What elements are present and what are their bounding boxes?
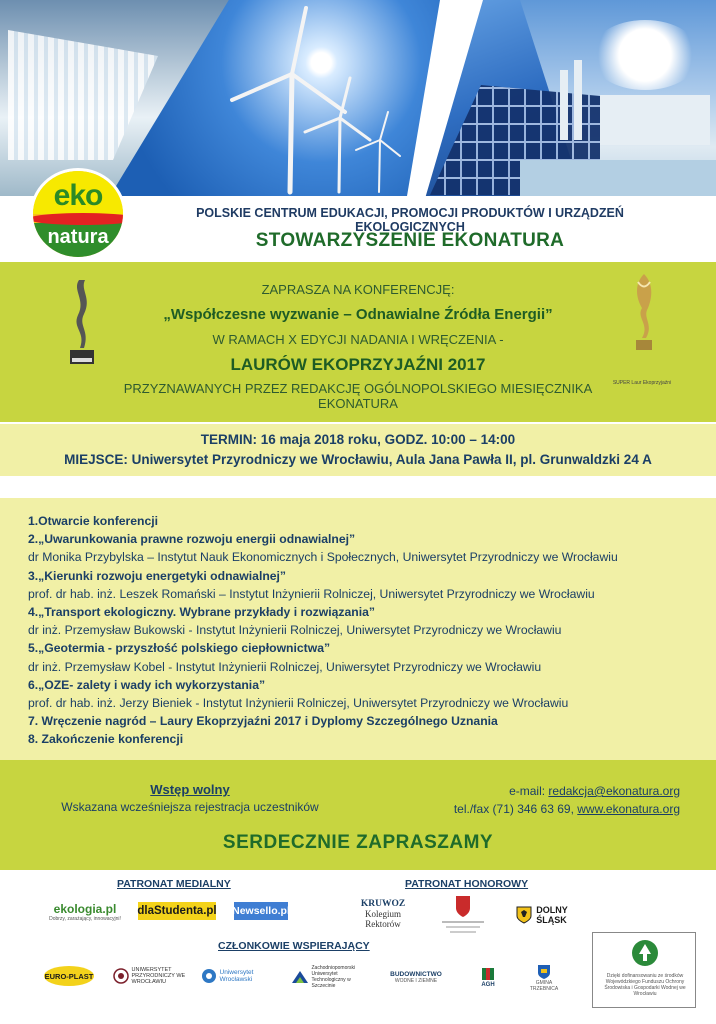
up-wroclaw-logo: UNIWERSYTET PRZYRODNICZY WE WROCŁAWIU bbox=[112, 962, 186, 990]
newsello-logo: Newsello.pl bbox=[234, 902, 288, 920]
email-line: e-mail: redakcja@ekonatura.org bbox=[509, 784, 680, 798]
sponsor-text: Dzięki dofinansowaniu ze środków Wojewódzkiego Funduszu Ochrony Środowiska i Gospodarki Wodnej we Wrocławiu bbox=[604, 973, 686, 997]
photo-banner bbox=[0, 0, 716, 196]
conference-title: „Współczesne wyzwanie – Odnawialne Źródła Energii” bbox=[163, 306, 553, 323]
free-entry: Wstęp wolny bbox=[150, 782, 230, 797]
dolny-slask-eagle-icon bbox=[516, 906, 532, 924]
zut-szczecin-logo: Zachodniopomorski Uniwersytet Technologiczny w Szczecinie bbox=[290, 964, 372, 990]
phone-line: tel./fax (71) 346 63 69, www.ekonatura.org bbox=[453, 802, 680, 816]
ekologia-logo: ekologia.pl Dobrzy, zarażający, innowacyjni! bbox=[49, 902, 121, 922]
honorary-patronage-heading: PATRONAT HONOROWY bbox=[405, 878, 529, 890]
organization-name: POLSKIE CENTRUM EDUKACJI, PROMOCJI PRODUKTÓW I URZĄDZEŃ EKOLOGICZNYCH bbox=[196, 206, 624, 234]
agh-logo: AGH bbox=[474, 962, 502, 992]
agenda-speaker: prof. dr hab. inż. Jerzy Bieniek - Instytut Inżynierii Rolniczej, Uniwersytet Przyrodniczy we Wrocławiu bbox=[28, 696, 569, 711]
agenda-item: 6.„OZE- zalety i wady ich wykorzystania” bbox=[28, 677, 266, 692]
supporting-members-heading: CZŁONKOWIE WSPIERAJĄCY bbox=[218, 940, 370, 952]
agenda-item: 1.Otwarcie konferencji bbox=[28, 514, 159, 528]
event-date: TERMIN: 16 maja 2018 roku, GODZ. 10:00 – 14:00 bbox=[200, 432, 516, 447]
wfosigw-tree-icon bbox=[631, 939, 659, 967]
uni-wroclaw-logo: Uniwersytet Wrocławski bbox=[200, 962, 268, 990]
wind-turbine-icon bbox=[0, 0, 716, 196]
closing-invitation: SERDECZNIE ZAPRASZAMY bbox=[222, 832, 494, 853]
euro-plast-logo: EURO-PLAST bbox=[44, 966, 94, 986]
award-title: LAURÓW EKOPRZYJAŹNI 2017 bbox=[230, 355, 486, 374]
contact-band bbox=[0, 760, 716, 870]
agh-crest-icon bbox=[480, 966, 496, 982]
agenda-speaker: dr Monika Przybylska – Instytut Nauk Ekonomicznych i Społecznych, Uniwersytet Przyrodniczy we Wrocławiu bbox=[28, 550, 618, 565]
event-details bbox=[0, 424, 716, 476]
wfosigw-sponsor-box bbox=[592, 932, 696, 1008]
agenda-speaker: dr inż. Przemysław Bukowski - Instytut Inżynierii Rolniczej, Uniwersytet Przyrodniczy we Wrocławiu bbox=[28, 623, 562, 638]
agenda-item: 3.„Kierunki rozwoju energetyki odnawialnej” bbox=[28, 568, 287, 583]
agenda-item: 4.„Transport ekologiczny. Wybrane przykłady i rozwiązania” bbox=[28, 605, 375, 620]
agenda-item: 8. Zakończenie konferencji bbox=[28, 732, 184, 747]
dolny-slask-logo: DOLNY ŚLĄSK bbox=[510, 898, 574, 932]
registration-note: Wskazana wcześniejsza rejestracja uczestników bbox=[61, 800, 319, 814]
trophy-right-icon bbox=[616, 268, 672, 378]
kruwoz-logo: KRUWOZ Kolegium Rektorów bbox=[360, 899, 406, 929]
up-wroclaw-crest-icon bbox=[113, 968, 129, 984]
agenda-item: 5.„Geotermia - przyszłość polskiego ciepłownictwa” bbox=[28, 641, 331, 656]
event-venue: MIEJSCE: Uniwersytet Przyrodniczy we Wrocławiu, Aula Jana Pawła II, pl. Grunwaldzki 24 A bbox=[64, 452, 652, 467]
website-link[interactable]: www.ekonatura.org bbox=[577, 802, 680, 816]
agenda-section bbox=[0, 498, 716, 760]
gmina-trzebnica-logo: GMINA TRZEBNICA bbox=[526, 960, 562, 996]
media-patronage-heading: PATRONAT MEDIALNY bbox=[117, 878, 231, 890]
logo-eko-text: eko bbox=[53, 179, 103, 212]
invite-line: W RAMACH X EDYCJI NADANIA I WRĘCZENIA - bbox=[212, 332, 504, 347]
email-link[interactable]: redakcja@ekonatura.org bbox=[548, 784, 680, 798]
budownictwo-logo: BUDOWNICTWO WODNE I ZIEMNE bbox=[390, 970, 442, 984]
trophy-right-caption: SUPER Laur Ekoprzyjaźni bbox=[612, 380, 672, 386]
ekonatura-logo bbox=[30, 168, 126, 260]
agenda-list bbox=[28, 512, 698, 749]
uni-wroclaw-crest-icon bbox=[201, 968, 217, 984]
logo-natura-text: natura bbox=[47, 226, 109, 248]
agenda-item: 2.„Uwarunkowania prawne rozwoju energii odnawialnej” bbox=[28, 532, 356, 547]
agenda-speaker: prof. dr hab. inż. Leszek Romański – Instytut Inżynierii Rolniczej, Uniwersytet Przyrodniczy we Wrocławiu bbox=[28, 586, 595, 601]
invite-line: ZAPRASZA NA KONFERENCJĘ: bbox=[261, 282, 455, 297]
association-name: STOWARZYSZENIE EKONATURA bbox=[255, 230, 565, 251]
trzebnica-crest-icon bbox=[537, 964, 551, 980]
invitation-band bbox=[0, 262, 716, 422]
marshal-office-emblem-icon bbox=[438, 894, 488, 936]
agenda-speaker: dr inż. Przemysław Kobel - Instytut Inżynierii Rolniczej, Uniwersytet Przyrodniczy we Wrocławiu bbox=[28, 659, 542, 674]
zut-icon bbox=[291, 969, 309, 985]
dlastudenta-logo: dlaStudenta.pl bbox=[138, 902, 216, 920]
invite-line: PRZYZNAWANYCH PRZEZ REDAKCJĘ OGÓLNOPOLSKIEGO MIESIĘCZNIKA EKONATURA bbox=[123, 381, 593, 411]
agenda-item: 7. Wręczenie nagród – Laury Ekoprzyjaźni 2017 i Dyplomy Szczególnego Uznania bbox=[28, 714, 498, 729]
